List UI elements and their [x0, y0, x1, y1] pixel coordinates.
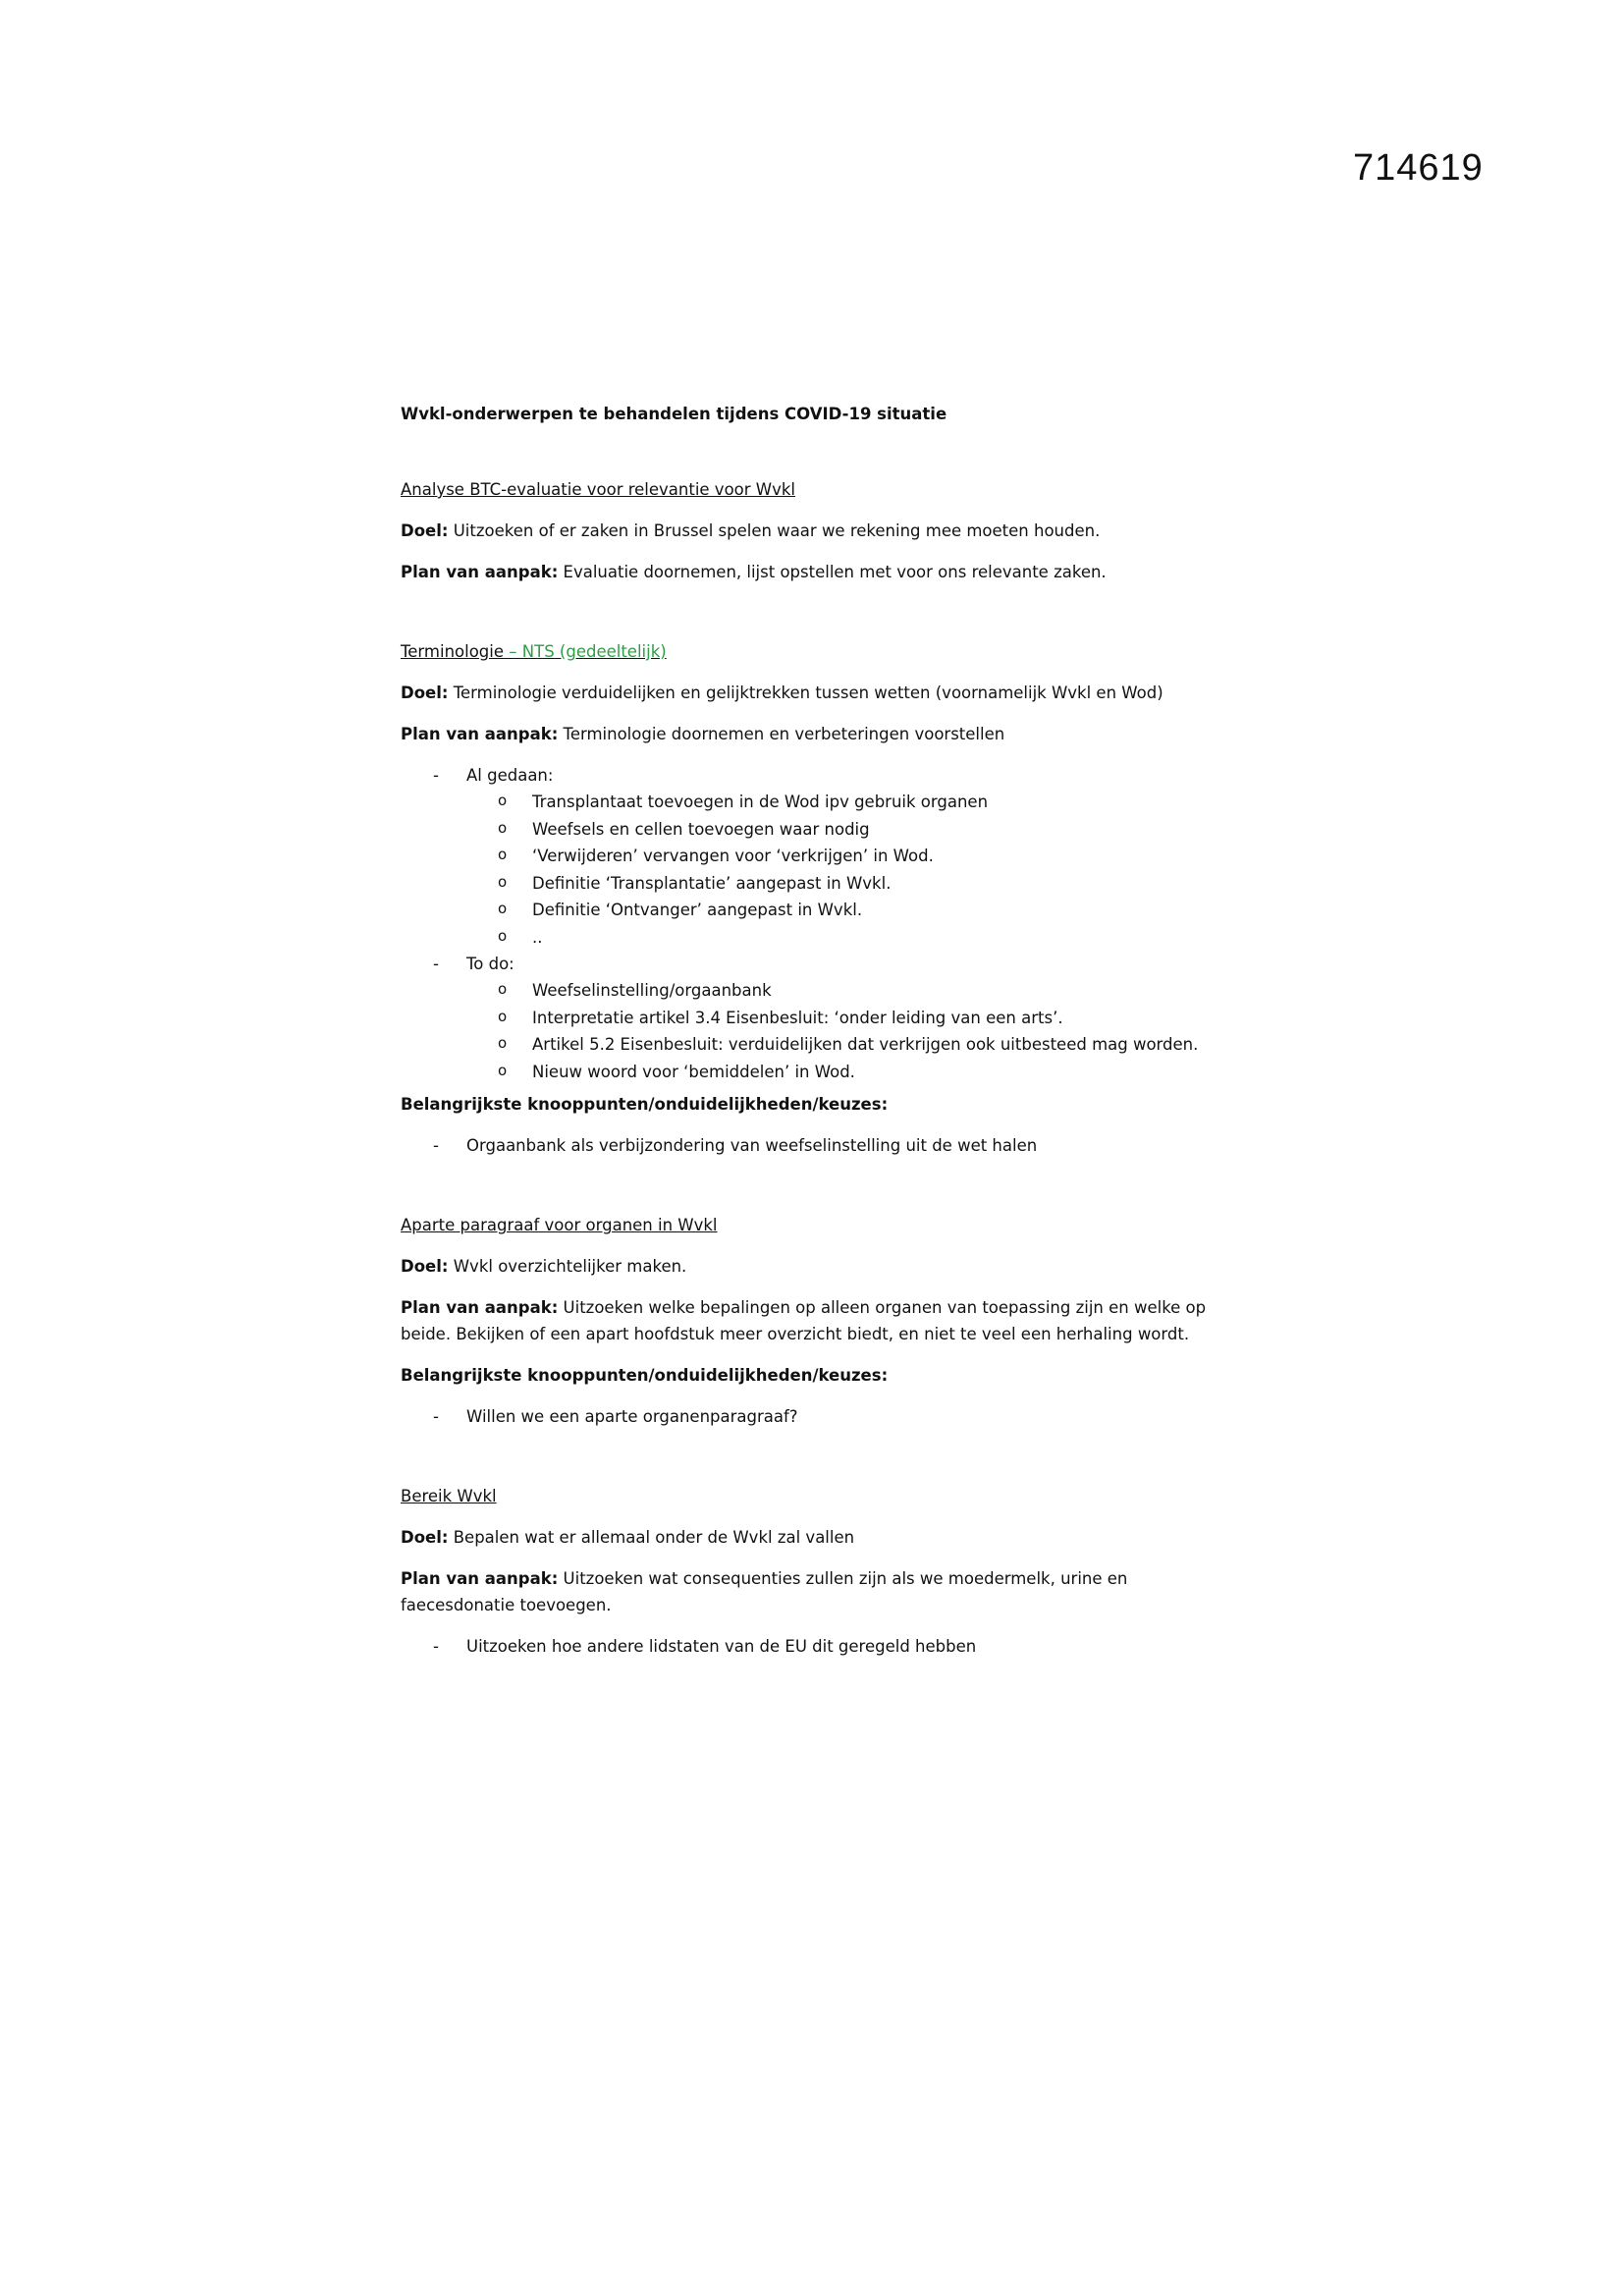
- heading-status: – NTS (gedeeltelijk): [504, 642, 667, 661]
- plan-label: Plan van aanpak:: [401, 1569, 559, 1588]
- list-item-label: Al gedaan:: [466, 766, 554, 785]
- plan-text: Uitzoeken wat consequenties zullen zijn als we moedermelk, urine en faecesdonatie toevoegen.: [401, 1569, 1128, 1614]
- document-body: [401, 395, 1245, 1666]
- doel-label: Doel:: [401, 521, 449, 540]
- plan-text: Uitzoeken welke bepalingen op alleen organen van toepassing zijn en welke op beide. Bekijken of een apart hoofdstuk meer overzicht biedt, en niet te veel een herhaling wordt.: [401, 1298, 1207, 1343]
- plan-text: Terminologie doornemen en verbeteringen voorstellen: [563, 725, 1005, 743]
- section-heading: Analyse BTC-evaluatie voor relevantie voor Wvkl: [401, 480, 796, 499]
- knooppunten-list: [401, 1403, 1245, 1430]
- sub-list-item: o Weefselinstelling/orgaanbank: [466, 977, 1245, 1005]
- section-bereik: [401, 1483, 1245, 1660]
- list-item-al-gedaan: [401, 762, 1245, 951]
- section-terminologie: [401, 638, 1245, 1159]
- plan-label: Plan van aanpak:: [401, 725, 559, 743]
- plan-paragraph: [401, 721, 1245, 747]
- plan-text: Evaluatie doornemen, lijst opstellen met voor ons relevante zaken.: [563, 563, 1107, 581]
- list-item-label: To do:: [466, 955, 514, 973]
- doel-text: Terminologie verduidelijken en gelijktrekken tussen wetten (voornamelijk Wvkl en Wod): [453, 683, 1163, 702]
- doel-label: Doel:: [401, 1257, 449, 1276]
- doel-text: Bepalen wat er allemaal onder de Wvkl zal vallen: [453, 1528, 855, 1547]
- sub-list-item: o ..: [466, 924, 1245, 952]
- sub-list-item: o Weefsels en cellen toevoegen waar nodig: [466, 816, 1245, 844]
- knooppunten-label: Belangrijkste knooppunten/onduidelijkheden/keuzes:: [401, 1095, 889, 1114]
- section-heading: Aparte paragraaf voor organen in Wvkl: [401, 1216, 718, 1234]
- sub-list: [466, 977, 1245, 1085]
- list-item: - Willen we een aparte organenparagraaf?: [401, 1403, 1245, 1430]
- sub-list-item: o Nieuw woord voor ‘bemiddelen’ in Wod.: [466, 1059, 1245, 1086]
- plan-paragraph: [401, 1565, 1245, 1618]
- heading-text: Terminologie: [401, 642, 505, 661]
- list-item-to-do: [401, 951, 1245, 1085]
- doel-paragraph: [401, 1253, 1245, 1280]
- list-item: - Uitzoeken hoe andere lidstaten van de EU dit geregeld hebben: [401, 1633, 1245, 1660]
- document-title: Wvkl-onderwerpen te behandelen tijdens COVID-19 situatie: [401, 405, 947, 423]
- doel-paragraph: [401, 1524, 1245, 1551]
- sub-list-item: o Artikel 5.2 Eisenbesluit: verduidelijken dat verkrijgen ook uitbesteed mag worden.: [466, 1031, 1245, 1059]
- doel-label: Doel:: [401, 683, 449, 702]
- bereik-list: [401, 1633, 1245, 1660]
- task-list: [401, 762, 1245, 1085]
- doel-label: Doel:: [401, 1528, 449, 1547]
- document-number: 714619: [1353, 147, 1484, 189]
- plan-paragraph: [401, 1294, 1245, 1347]
- plan-label: Plan van aanpak:: [401, 1298, 559, 1317]
- plan-label: Plan van aanpak:: [401, 563, 559, 581]
- sub-list-item: o Definitie ‘Ontvanger’ aangepast in Wvkl.: [466, 897, 1245, 924]
- section-heading: [401, 638, 1245, 665]
- sub-list-item: o Interpretatie artikel 3.4 Eisenbesluit: ‘onder leiding van een arts’.: [466, 1005, 1245, 1032]
- section-heading: Bereik Wvkl: [401, 1487, 497, 1505]
- list-item: - Orgaanbank als verbijzondering van weefselinstelling uit de wet halen: [401, 1132, 1245, 1159]
- sub-list-item: o ‘Verwijderen’ vervangen voor ‘verkrijgen’ in Wod.: [466, 843, 1245, 870]
- doel-text: Uitzoeken of er zaken in Brussel spelen waar we rekening mee moeten houden.: [453, 521, 1101, 540]
- doel-paragraph: [401, 518, 1245, 544]
- sub-list-item: o Transplantaat toevoegen in de Wod ipv gebruik organen: [466, 789, 1245, 816]
- plan-paragraph: [401, 559, 1245, 585]
- sub-list: [466, 789, 1245, 951]
- doel-paragraph: [401, 680, 1245, 706]
- section-analyse: [401, 476, 1245, 585]
- section-aparte-paragraaf: [401, 1212, 1245, 1430]
- doel-text: Wvkl overzichtelijker maken.: [453, 1257, 687, 1276]
- knooppunten-label: Belangrijkste knooppunten/onduidelijkheden/keuzes:: [401, 1366, 889, 1385]
- knooppunten-list: [401, 1132, 1245, 1159]
- sub-list-item: o Definitie ‘Transplantatie’ aangepast in Wvkl.: [466, 870, 1245, 898]
